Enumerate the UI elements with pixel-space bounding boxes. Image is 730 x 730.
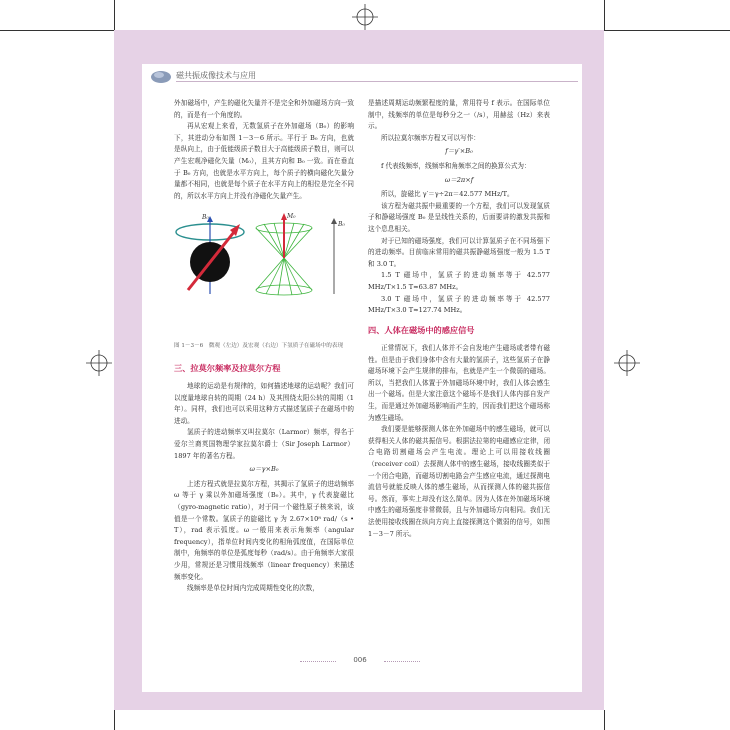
- paragraph: 线频率是单位时间内完成周期性变化的次数，: [187, 584, 319, 593]
- crop-mark: [604, 710, 605, 730]
- section-heading-4: 四、人体在磁场中的感应信号: [368, 325, 475, 335]
- equation: ω＝γ×B₀: [249, 465, 279, 474]
- arrow-head-icon: [331, 218, 337, 224]
- registration-mark: [614, 350, 640, 376]
- paragraph: 该方程为磁共振中最重要的一个方程，我们可以发现氢质子和静磁场强度 B₀ 是呈线性关系的，后面要讲的激发共振和这个息息相关。: [368, 201, 550, 233]
- registration-mark: [86, 350, 112, 376]
- paragraph: 是描述周期运动频繁程度的量，常用符号 f 表示。在国际单位制中，线频率的单位是每秒分之一（/s），用赫兹（Hz）来表示。: [368, 99, 550, 131]
- page-footer: [300, 656, 420, 666]
- section-4-body: [368, 343, 550, 540]
- paragraph: 地球的运动是有规律的，如何描述地球的运动呢？我们可以度量地球自转的周期（24 h）及其围绕太阳公转的周期（1 年）。同样，我们也可以采用这种方式描述氢质子在磁场中的进动。: [174, 382, 354, 425]
- running-header: [148, 66, 578, 86]
- paragraph: 再从宏观上来看，无数氢质子在外加磁场（B₀）的影响下，其进动分布如图 1－3－6 所示。平行于 B₀ 方向，也就是纵向上，由于低能级质子数目大于高能级质子数目，则可以产生宏观净磁化矢量（M₀），且其方向和 B₀ 一致。而在垂直于 B₀ 方向，也就是水平方向上，每个质子的横向磁化矢量分量都不相同，也就是每个质子在水平方向上的相位是完全不同的，所以水平方向上并没有净磁化矢量产生。: [174, 122, 354, 200]
- paragraph: 所以，旋磁比 γ′＝γ÷2π＝42.577 MHz/T。: [381, 190, 514, 199]
- paragraph: 3.0 T 磁场中，氢质子的进动频率等于 42.577 MHz/T×3.0 T≈127.74 MHz。: [368, 294, 550, 315]
- brain-logo-icon: [150, 68, 172, 84]
- paragraph: 对于已知的磁场强度，我们可以计算氢质子在不同场强下的进动频率。目前临床常用的磁共振静磁场强度一般为 1.5 T 和 3.0 T。: [368, 236, 550, 268]
- paragraph: 上述方程式就是拉莫尔方程，其揭示了氢质子的进动频率 ω 等于 γ 乘以外加磁场强度（B₀）。其中，γ 代表旋磁比（gyro-magnetic ratio），对于同一个磁性原子核来说，该值是一个常数。氢质子的旋磁比 γ 为 2.67×10⁸ rad/（s • T），rad 表示弧度。ω 一般用来表示角频率（angular frequency），指单位时间内变化的相角弧度值，在国际单位制中，角频率的单位是弧度每秒（rad/s）。由于角频率大家很少用，常规还是习惯用线频率（linear frequency）来描述频率变化。: [174, 479, 354, 581]
- left-column: [174, 98, 354, 202]
- label-b0-left: B₀: [202, 214, 209, 221]
- paragraph: f 代表线频率，线频率和角频率之间的换算公式为：: [381, 161, 531, 170]
- paragraph: 外加磁场中，产生的磁化矢量并不是完全和外加磁场方向一致的，而是有一个角度的。: [174, 99, 354, 119]
- figure-caption: 图 1－3－6 微观（左边）及宏观（右边）下氢质子在磁场中的表现: [174, 343, 344, 349]
- paragraph: 氢质子的进动频率又叫拉莫尔（Larmor）频率，得名于爱尔兰裔英国物理学家拉莫尔爵士（Sir Joseph Larmor）1897 年的著名方程。: [174, 428, 354, 460]
- crop-mark: [604, 0, 605, 30]
- paragraph: 正常情况下，我们人体并不会自发地产生磁场或者带有磁性。但是由于我们身体中含有大量的氢质子，这些氢质子在静磁场环境下会产生规律的排布，也就是产生一个微弱的磁场。所以，当把我们人体置于外加磁场环境中时，我们人体会感生出一个磁场。但是大家注意这个磁场不是我们人体内部自发产生，而是通过外加磁场影响而产生的，因而我们把这个磁场称为感生磁场。: [368, 344, 550, 422]
- crop-mark: [0, 30, 114, 31]
- equation: f＝γ′×B₀: [445, 147, 473, 156]
- footer-rule: [300, 661, 336, 662]
- label-m0: M₀: [287, 213, 296, 220]
- header-rule: [176, 81, 578, 82]
- registration-mark: [352, 4, 378, 30]
- section-3-body: [174, 381, 354, 595]
- page-number: 006: [353, 656, 367, 664]
- footer-rule: [384, 661, 420, 662]
- label-b0-right: B₀: [338, 221, 345, 228]
- right-column: [368, 98, 550, 317]
- paragraph: 所以拉莫尔频率方程又可以写作：: [381, 133, 480, 142]
- section-heading-3: 三、拉莫尔频率及拉莫尔方程: [174, 363, 281, 373]
- book-title: 磁共振成像技术与应用: [176, 71, 256, 80]
- equation: ω＝2π×f: [444, 175, 474, 184]
- paragraph: 1.5 T 磁场中，氢质子的进动频率等于 42.577 MHz/T×1.5 T≈63.87 MHz。: [368, 271, 550, 291]
- crop-mark: [114, 0, 115, 30]
- paragraph: 我们要是能够探测人体在外加磁场中的感生磁场，就可以获得相关人体的磁共振信号。根据法拉第的电磁感应定律，闭合电路切割磁场会产生电流。理论上可以用接收线圈（receiver coil）去探测人体中的感生磁场，接收线圈类似于一个闭合电路，而磁场切割电路会产生感应电流，通过探测电流信号就能反映人体的感生磁场，从而探测人体的磁共振信号。然而，事实上却没有这么简单。因为人体在外加磁场环境中感生的磁场强度非常微弱，且与外加磁场方向相同。我们无法使用接收线圈在纵向方向上直接探测这个微弱的信号，如图 1－3－7 所示。: [368, 425, 550, 538]
- figure-1-3-6: [174, 210, 354, 302]
- crop-mark: [114, 710, 115, 730]
- crop-mark: [604, 30, 730, 31]
